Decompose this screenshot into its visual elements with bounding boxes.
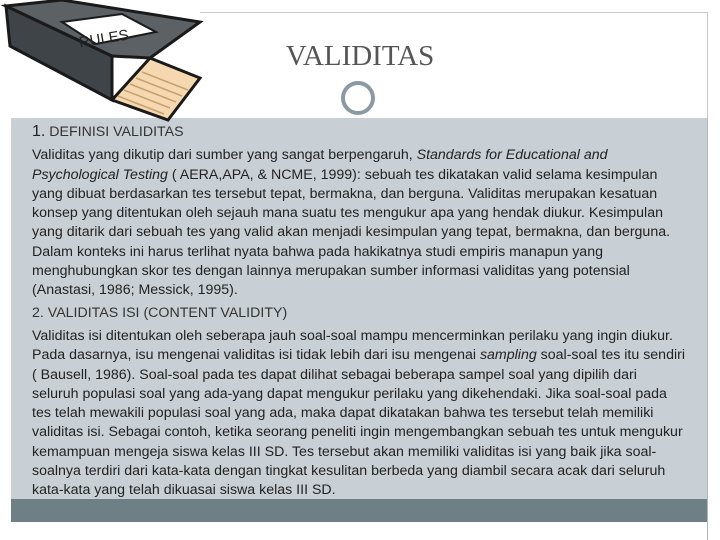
body-text [32, 122, 687, 504]
section-heading-1: 1. DEFINISI VALIDITAS [32, 123, 184, 140]
circle-ornament-icon [341, 81, 375, 115]
section-heading-2: 2. VALIDITAS ISI (CONTENT VALIDITY) [32, 304, 288, 321]
page-title: VALIDITAS [285, 40, 435, 72]
section-paragraph-2: Validitas isi ditentukan oleh seberapa jauh soal-soal mampu mencerminkan perilaku yang ingin diukur. Pada dasarnya, isu mengenai validitas isi tidak lebih dari isu mengenai sampling soal-soal tes itu sendiri ( Bausell, 1986). Soal-soal pada tes dapat dilihat sebagai beberapa sampel soal yang dipilih dari seluruh populasi soal yang ada-yang dapat mengukur perilaku yang dikehendaki. Jika soal-soal pada tes telah mewakili populasi soal yang ada, maka dapat dikatakan bahwa tes tersebut telah memiliki validitas isi. Sebagai contoh, ketika seorang peneliti ingin mengembangkan sebuah tes untuk mengukur kemampuan mengeja siswa kelas III SD. Tes tersebut akan memiliki validitas isi yang baik jika soal-soalnya terdiri dari kata-kata dengan tingkat kesulitan berbeda yang diambil secara acak dari seluruh kata-kata yang telah dikuasai siswa kelas III SD. [32, 327, 685, 499]
section-paragraph-1: Validitas yang dikutip dari sumber yang sangat berpengaruh, Standards for Educational and Psychological Testing ( AERA,APA, & NCME, 1999): sebuah tes dikatakan valid selama kesimpulan yang dibuat berdasarkan tes tersebut tepat, bermakna, dan berguna. Validitas merupakan kesatuan konsep yang ditentukan oleh sejauh mana suatu tes mengukur apa yang hendak diukur. Kesimpulan yang ditarik dari sebuah tes yang valid akan menjadi kesimpulan yang tepat, bermakna, dan berguna. Dalam konteks ini harus terlihat nyata bahwa pada hakikatnya studi empiris manapun yang menghubungkan skor tes dengan lainnya merupakan sumber informasi validitas yang potensial (Anastasi, 1986; Messick, 1995). [32, 147, 671, 299]
book-label: RULES [77, 26, 130, 52]
rules-book-icon [0, 0, 206, 122]
